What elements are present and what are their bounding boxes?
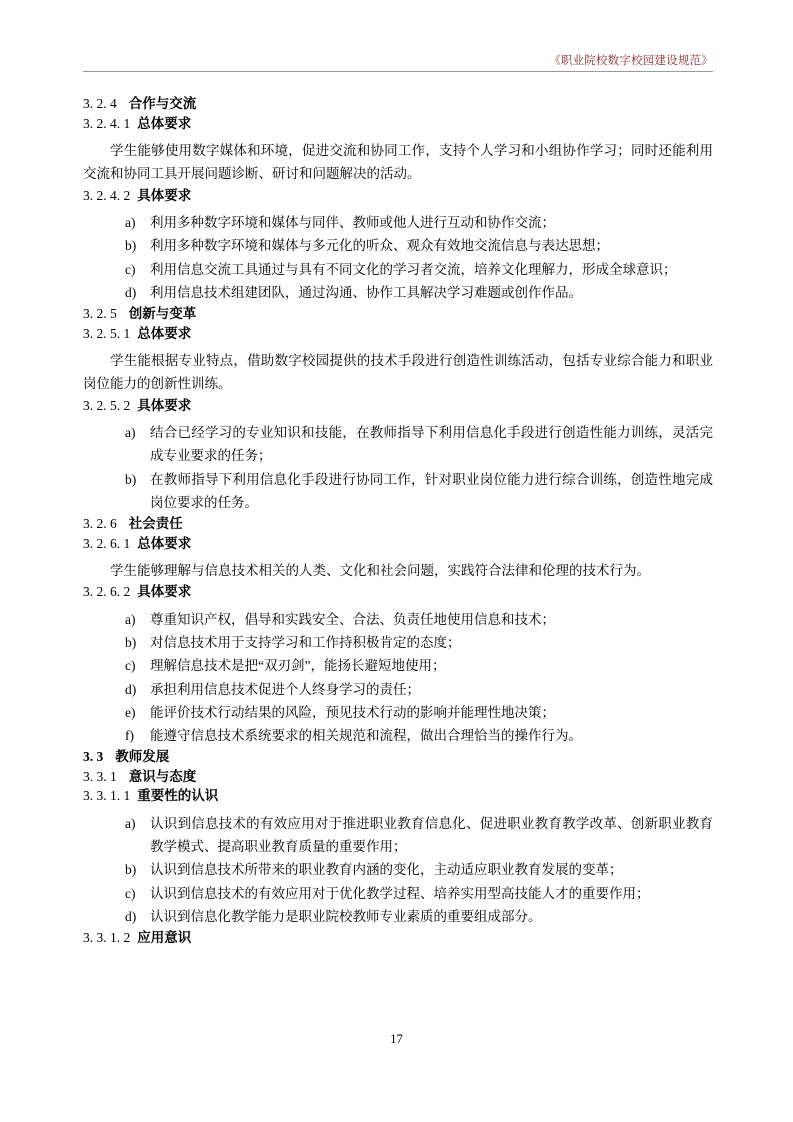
list-item <box>125 608 713 631</box>
list-marker: d) <box>125 908 137 924</box>
list-item <box>125 258 713 281</box>
list-item <box>125 281 713 304</box>
heading-title: 总体要求 <box>137 115 192 131</box>
heading-title: 总体要求 <box>137 325 192 341</box>
heading-3-2-6-2 <box>83 582 713 602</box>
list-item-text: 能遵守信息技术系统要求的相关规范和流程，做出合理恰当的操作行为。 <box>150 728 582 743</box>
heading-number: 3. 2. 5 <box>83 306 117 321</box>
list-marker: b) <box>125 238 137 254</box>
list-marker: a) <box>125 215 136 231</box>
heading-title: 具体要求 <box>137 187 192 203</box>
list-item-text: 认识到信息技术的有效应用对于推进职业教育信息化、促进职业教育教学改革、创新职业教育教学模式、提高职业教育质量的重要作用； <box>150 815 713 855</box>
heading-title: 总体要求 <box>137 535 192 551</box>
heading-3-3-1-2 <box>83 928 713 948</box>
list-item <box>125 882 713 905</box>
list-item-text: 认识到信息技术的有效应用对于优化教学过程、培养实用型高技能人才的重要作用； <box>150 885 650 901</box>
heading-title: 创新与变革 <box>128 306 197 321</box>
list-item-text: 尊重知识产权，倡导和实践安全、合法、负责任地使用信息和技术； <box>150 611 555 627</box>
page-header: 《职业院校数字校园建设规范》 <box>549 55 713 67</box>
list-item-text: 能评价技术行动结果的风险，预见技术行动的影响并能理性地决策； <box>150 704 555 720</box>
heading-3-3 <box>83 747 713 767</box>
list-item <box>125 654 713 677</box>
list-marker: a) <box>125 611 136 627</box>
heading-3-2-5 <box>83 304 713 324</box>
list-item-text: 结合已经学习的专业知识和技能，在教师指导下利用信息化手段进行创造性能力训练，灵活完成专业要求的任务； <box>150 425 713 464</box>
heading-number: 3. 2. 4. 2 <box>83 187 131 203</box>
list-3-2-5-2 <box>83 421 713 514</box>
list-item <box>125 234 713 257</box>
list-marker: a) <box>125 815 136 831</box>
list-marker: d) <box>125 681 137 697</box>
heading-number: 3. 3. 1. 1 <box>83 788 131 804</box>
heading-number: 3. 3 <box>83 749 104 765</box>
heading-title: 教师发展 <box>115 749 170 765</box>
list-item <box>125 678 713 701</box>
list-item-text: 利用信息技术组建团队，通过沟通、协作工具解决学习难题或创作作品。 <box>150 284 582 300</box>
heading-3-2-5-1 <box>83 324 713 344</box>
list-item <box>125 724 713 747</box>
heading-title: 意识与态度 <box>128 768 197 784</box>
heading-title: 具体要求 <box>137 584 192 600</box>
list-item-text: 在教师指导下利用信息化手段进行协同工作，针对职业岗位能力进行综合训练，创造性地完成岗位要求的任务。 <box>150 471 713 510</box>
list-marker: b) <box>125 471 137 487</box>
list-item-text: 理解信息技术是把“双刃剑”，能扬长避短地使用； <box>150 658 446 674</box>
list-marker: b) <box>125 635 137 651</box>
paragraph-3-2-4-1: 学生能够使用数字媒体和环境，促进交流和协同工作，支持个人学习和小组协作学习；同时还能利用交流和协同工具开展问题诊断、研讨和问题解决的活动。 <box>83 143 713 182</box>
list-3-2-6-2 <box>83 608 713 747</box>
list-item-text: 利用信息交流工具通过与具有不同文化的学习者交流，培养文化理解力，形成全球意识； <box>150 261 677 277</box>
heading-3-3-1-1 <box>83 786 713 806</box>
list-3-3-1-1 <box>83 812 713 928</box>
heading-3-2-6-1 <box>83 534 713 554</box>
list-item-text: 利用多种数字环境和媒体与同伴、教师或他人进行互动和协作交流； <box>150 215 555 231</box>
heading-number: 3. 3. 1 <box>83 768 117 784</box>
heading-number: 3. 2. 5. 1 <box>83 325 131 341</box>
list-item <box>125 468 713 514</box>
heading-title: 具体要求 <box>137 397 192 413</box>
list-marker: f) <box>125 728 134 743</box>
heading-number: 3. 2. 6. 2 <box>83 584 131 600</box>
heading-number: 3. 3. 1. 2 <box>83 930 131 945</box>
list-marker: b) <box>125 862 137 878</box>
list-item-text: 对信息技术用于支持学习和工作持积极肯定的态度； <box>150 635 461 651</box>
list-item <box>125 812 713 858</box>
list-marker: c) <box>125 885 136 901</box>
list-item-text: 认识到信息化教学能力是职业院校教师专业素质的重要组成部分。 <box>150 908 542 924</box>
heading-3-2-4-2 <box>83 186 713 206</box>
heading-3-2-4 <box>83 94 713 114</box>
list-item-text: 承担利用信息技术促进个人终身学习的责任； <box>150 681 420 697</box>
page-content <box>83 52 713 948</box>
list-marker: d) <box>125 284 137 300</box>
list-3-2-4-2 <box>83 211 713 304</box>
page-number: 17 <box>390 1032 403 1046</box>
list-marker: c) <box>125 658 136 674</box>
heading-3-2-4-1 <box>83 114 713 134</box>
list-item-text: 利用多种数字环境和媒体与多元化的听众、观众有效地交流信息与表达思想； <box>150 238 609 254</box>
list-item <box>125 858 713 881</box>
heading-number: 3. 2. 4. 1 <box>83 115 131 131</box>
heading-title: 合作与交流 <box>128 96 197 111</box>
list-item <box>125 421 713 467</box>
list-item <box>125 905 713 928</box>
heading-number: 3. 2. 4 <box>83 96 117 111</box>
heading-title: 社会责任 <box>128 516 183 531</box>
list-marker: c) <box>125 261 136 277</box>
list-marker: a) <box>125 425 136 441</box>
list-item-text: 认识到信息技术所带来的职业教育内涵的变化，主动适应职业教育发展的变革； <box>150 862 623 878</box>
list-marker: e) <box>125 704 136 720</box>
paragraph-3-2-6-1: 学生能够理解与信息技术相关的人类、文化和社会问题，实践符合法律和伦理的技术行为。 <box>110 563 650 579</box>
heading-title: 应用意识 <box>137 930 192 945</box>
heading-number: 3. 2. 5. 2 <box>83 397 131 413</box>
list-item <box>125 631 713 654</box>
heading-number: 3. 2. 6 <box>83 516 117 531</box>
paragraph-3-2-5-1: 学生能根据专业特点，借助数字校园提供的技术手段进行创造性训练活动，包括专业综合能力和职业岗位能力的创新性训练。 <box>83 353 713 392</box>
header-divider <box>83 71 713 72</box>
heading-3-3-1 <box>83 767 713 787</box>
list-item <box>125 701 713 724</box>
heading-title: 重要性的认识 <box>137 788 219 804</box>
heading-3-2-6 <box>83 514 713 534</box>
heading-3-2-5-2 <box>83 396 713 416</box>
heading-number: 3. 2. 6. 1 <box>83 535 131 551</box>
list-item <box>125 211 713 234</box>
